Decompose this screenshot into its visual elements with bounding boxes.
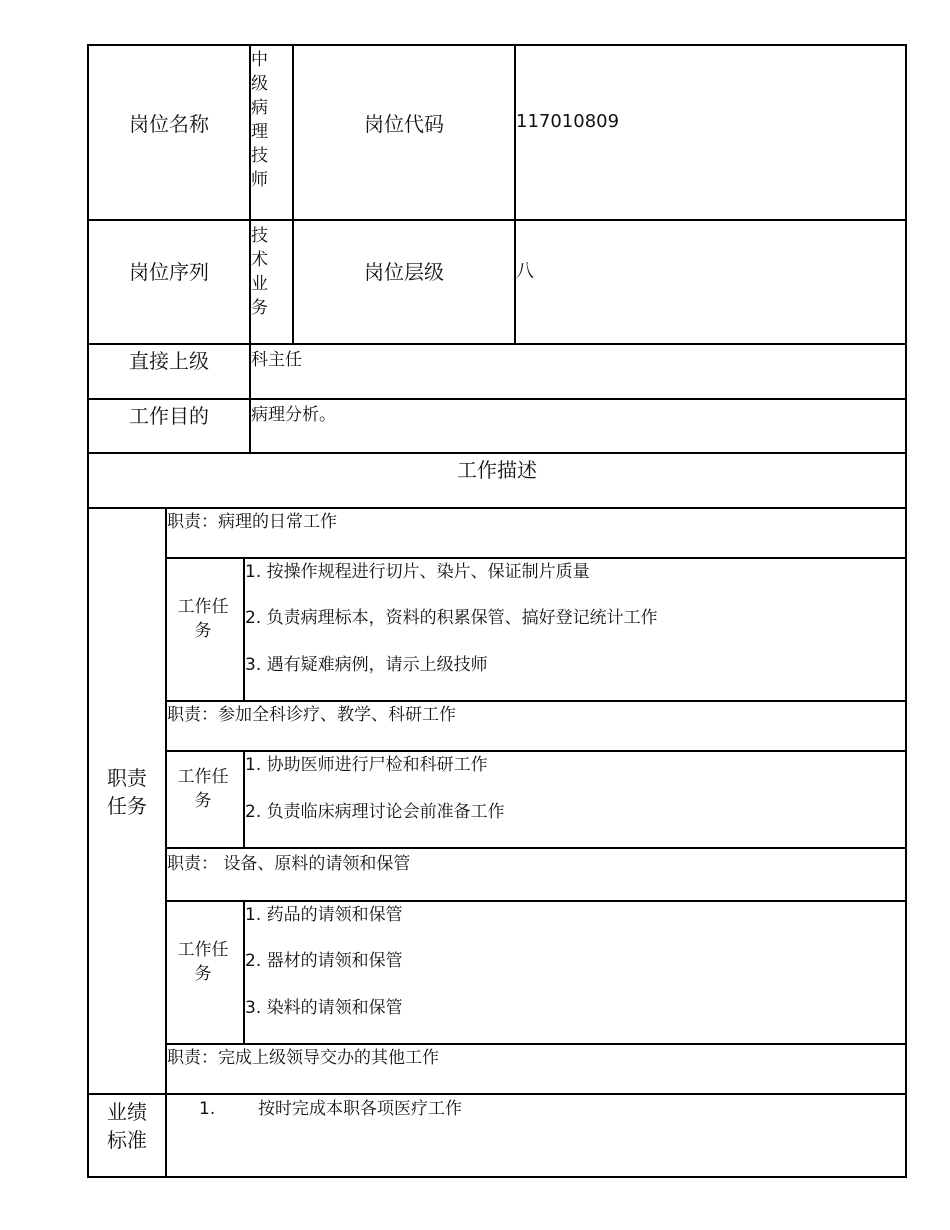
position-level-value: 八 — [516, 261, 534, 282]
rule-duty2 — [165, 750, 907, 752]
tasks-label: 工作任务 — [177, 940, 229, 984]
tasks-label: 工作任务 — [177, 767, 229, 811]
task-item: 3. 染料的请领和保管 — [245, 998, 403, 1018]
supervisor-label: 直接上级 — [129, 349, 209, 373]
task-item: 1. 按操作规程进行切片、染片、保证制片质量 — [245, 562, 590, 582]
position-series-value: 技术业务 — [251, 226, 268, 318]
rule-row2 — [87, 343, 907, 345]
rule-left — [87, 44, 89, 1178]
purpose-label: 工作目的 — [129, 404, 209, 428]
duty-title: 职责： 设备、原料的请领和保管 — [167, 854, 411, 874]
task-item: 3. 遇有疑难病例，请示上级技师 — [245, 655, 488, 675]
rule-duty1 — [165, 557, 907, 559]
performance-item-number: 1. — [199, 1099, 216, 1119]
rule-duty4 — [87, 1093, 907, 1095]
position-code-value: 117010809 — [516, 111, 620, 132]
rule-tasks3 — [165, 1043, 907, 1045]
rule-tasks2 — [165, 847, 907, 849]
work-description-title: 工作描述 — [457, 458, 537, 482]
supervisor-value: 科主任 — [251, 350, 302, 370]
rule-row5 — [87, 507, 907, 509]
rule-top — [87, 44, 907, 46]
performance-item-text: 按时完成本职各项医疗工作 — [258, 1099, 462, 1119]
duties-label: 职责任务 — [107, 766, 147, 818]
duty-title: 职责：参加全科诊疗、教学、科研工作 — [167, 705, 456, 725]
duty-title: 职责：完成上级领导交办的其他工作 — [167, 1048, 439, 1068]
task-item: 2. 负责临床病理讨论会前准备工作 — [245, 802, 505, 822]
position-name-value: 中级病理技师 — [251, 50, 268, 190]
purpose-value: 病理分析。 — [251, 405, 336, 425]
rule-value-col — [292, 44, 294, 345]
tasks-label: 工作任务 — [177, 597, 229, 641]
task-item: 1. 协助医师进行尸检和科研工作 — [245, 755, 488, 775]
task-item: 2. 器材的请领和保管 — [245, 951, 403, 971]
performance-label: 业绩标准 — [107, 1100, 147, 1152]
position-name-label: 岗位名称 — [129, 112, 209, 136]
rule-code-col — [514, 44, 516, 345]
position-level-label: 岗位层级 — [364, 260, 444, 284]
task-item: 1. 药品的请领和保管 — [245, 905, 403, 925]
rule-row3 — [87, 398, 907, 400]
position-series-label: 岗位序列 — [129, 260, 209, 284]
rule-right — [905, 44, 907, 1178]
rule-row1 — [87, 219, 907, 221]
position-code-label: 岗位代码 — [364, 112, 444, 136]
rule-duty-col — [165, 507, 167, 1178]
duty-title: 职责：病理的日常工作 — [167, 512, 337, 532]
rule-duty3 — [165, 900, 907, 902]
rule-bottom — [87, 1176, 907, 1178]
task-item: 2. 负责病理标本，资料的积累保管、搞好登记统计工作 — [245, 608, 658, 628]
rule-row4 — [87, 452, 907, 454]
rule-tasks1 — [165, 700, 907, 702]
